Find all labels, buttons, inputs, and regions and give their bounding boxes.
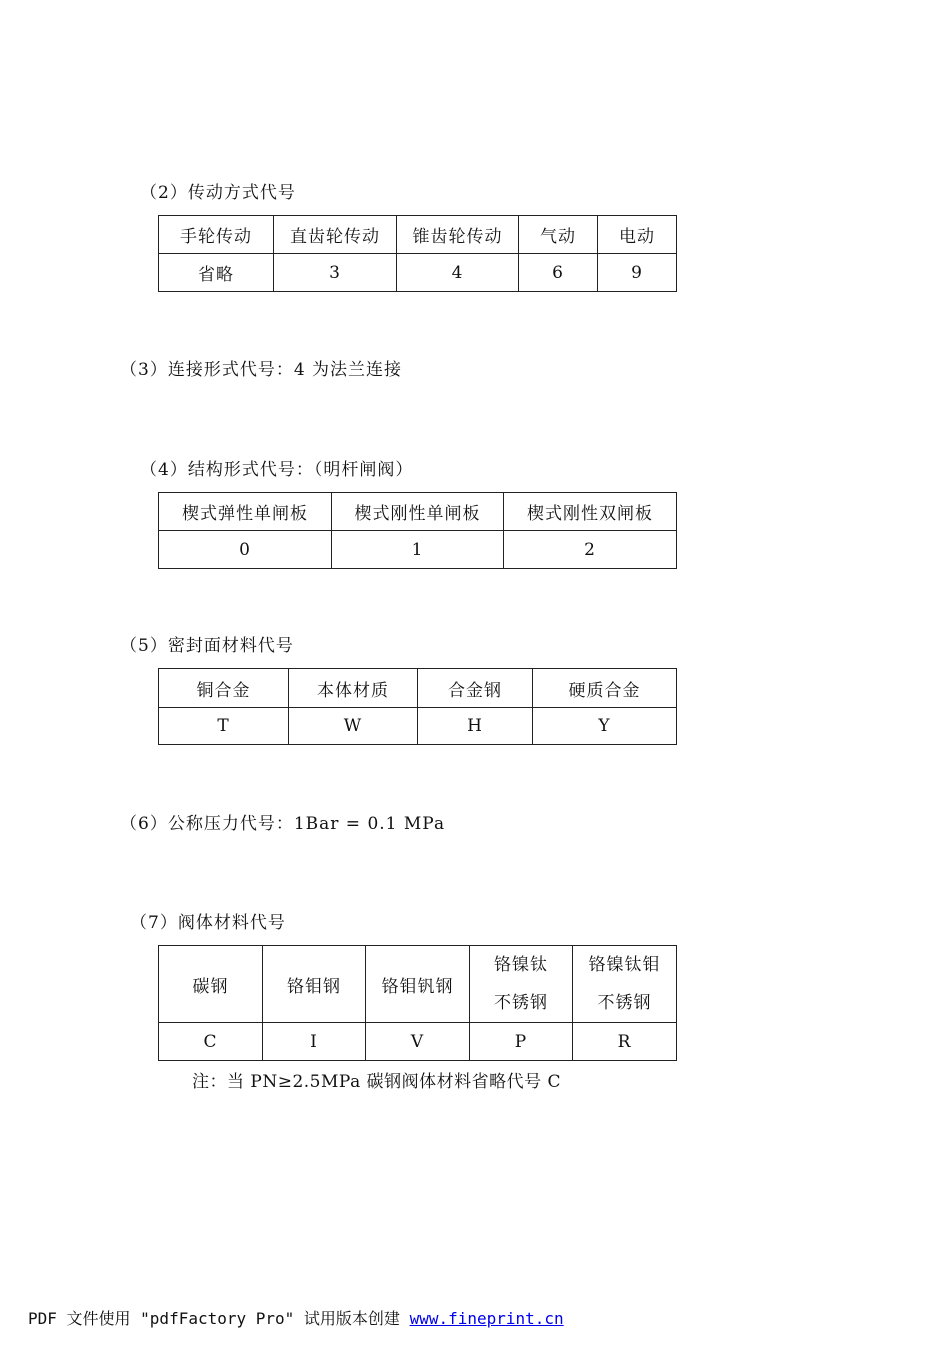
table-note: 注：当 PN≥2.5MPa 碳钢阀体材料省略代号 C [192, 1072, 562, 1092]
table-value-cell: 0 [159, 531, 332, 569]
structure-code-table [158, 492, 677, 569]
table-value-cell: 6 [519, 254, 598, 292]
header-line: 不锈钢 [494, 993, 548, 1013]
header-line: 铬镍钛钼 [588, 955, 661, 975]
table-value-cell: C [159, 1023, 263, 1061]
table-header-cell: 铬钼钢 [263, 946, 366, 1023]
footer-link[interactable]: www.fineprint.cn [409, 1309, 564, 1328]
table-value-cell: V [366, 1023, 470, 1061]
table-header-cell [573, 946, 677, 1023]
table-value-cell: I [263, 1023, 366, 1061]
section-7-heading: （7）阀体材料代号 [130, 913, 286, 933]
table-value-cell: W [289, 708, 418, 745]
header-line: 铬镍钛 [494, 955, 548, 975]
table-value-cell: 省略 [159, 254, 274, 292]
section-2-heading: （2）传动方式代号 [140, 183, 296, 203]
table-value-cell: R [573, 1023, 677, 1061]
table-header-cell: 电动 [598, 216, 677, 254]
table-header-cell: 楔式刚性双闸板 [504, 493, 677, 531]
header-line: 不锈钢 [597, 993, 652, 1013]
transmission-code-table [158, 215, 677, 292]
section-4-heading: （4）结构形式代号：（明杆闸阀） [140, 460, 414, 480]
table-value-cell: H [418, 708, 533, 745]
table-header-cell: 锥齿轮传动 [397, 216, 519, 254]
table-header-cell: 铜合金 [159, 669, 289, 708]
table-header-cell: 手轮传动 [159, 216, 274, 254]
section-6-heading: （6）公称压力代号：1Bar = 0.1 MPa [120, 814, 446, 834]
table-header-cell [470, 946, 573, 1023]
table-value-cell: 4 [397, 254, 519, 292]
table-value-cell: 9 [598, 254, 677, 292]
table-value-cell: T [159, 708, 289, 745]
table-header-cell: 硬质合金 [533, 669, 677, 708]
table-value-cell: P [470, 1023, 573, 1061]
section-5-heading: （5）密封面材料代号 [120, 636, 294, 656]
table-value-cell: 2 [504, 531, 677, 569]
table-value-cell: 3 [274, 254, 397, 292]
body-material-table [158, 945, 677, 1061]
table-header-cell: 合金钢 [418, 669, 533, 708]
table-header-cell: 直齿轮传动 [274, 216, 397, 254]
footer-watermark [28, 1306, 564, 1329]
table-header-cell: 气动 [519, 216, 598, 254]
section-3-heading: （3）连接形式代号：4 为法兰连接 [120, 360, 403, 380]
footer-text: PDF 文件使用 "pdfFactory Pro" 试用版本创建 [28, 1309, 410, 1328]
table-header-cell: 楔式刚性单闸板 [332, 493, 504, 531]
table-header-cell: 碳钢 [159, 946, 263, 1023]
table-value-cell: 1 [332, 531, 504, 569]
table-header-cell: 楔式弹性单闸板 [159, 493, 332, 531]
table-header-cell: 本体材质 [289, 669, 418, 708]
table-value-cell: Y [533, 708, 677, 745]
seal-material-table [158, 668, 677, 745]
table-header-cell: 铬钼钒钢 [366, 946, 470, 1023]
